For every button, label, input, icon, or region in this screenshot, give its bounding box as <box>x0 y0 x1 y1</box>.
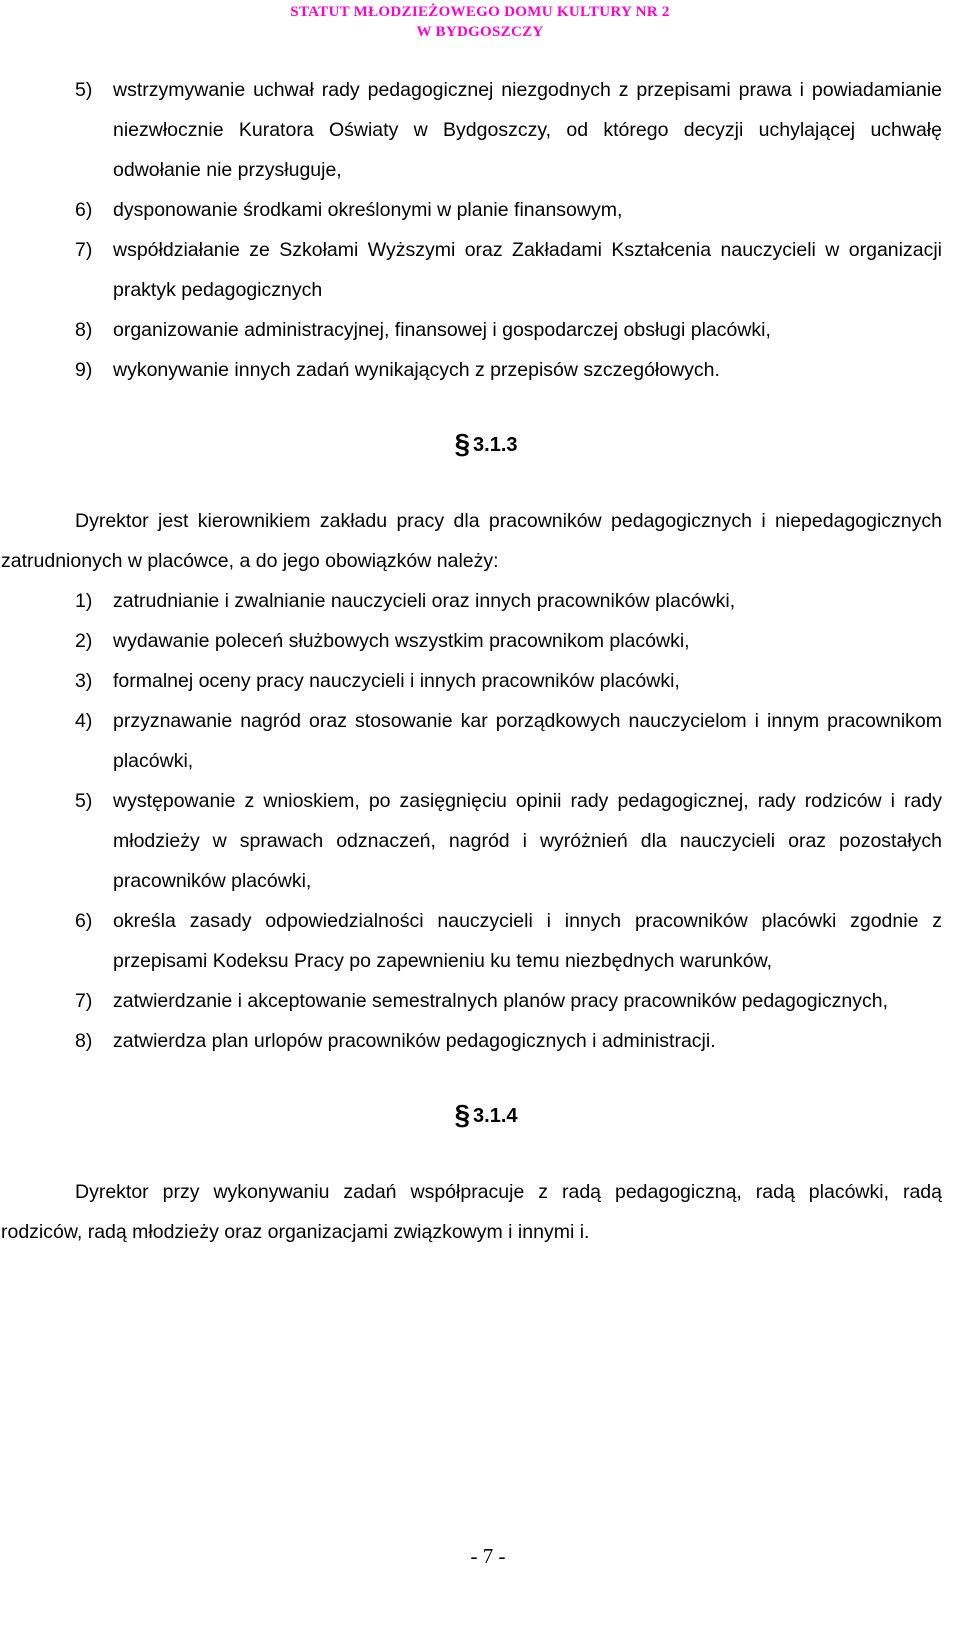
list-item-text: zatwierdza plan urlopów pracowników pedagogicznych i administracji. <box>113 1030 716 1052</box>
section-sign-icon: § <box>454 1099 471 1130</box>
list-item-text: dysponowanie środkami określonymi w planie finansowym, <box>113 199 623 221</box>
section-number: 3.1.3 <box>473 434 518 456</box>
spacer <box>0 390 952 424</box>
header-line-2: W BYDGOSZCZY <box>416 24 544 40</box>
spacer <box>0 1061 952 1095</box>
list-item-text: formalnej oceny pracy nauczycieli i innych pracowników placówki, <box>113 670 680 692</box>
list-item-number: 8) <box>75 319 93 341</box>
page-number: - 7 - <box>470 1544 506 1568</box>
list-item-text: wykonywanie innych zadań wynikających z przepisów szczegółowych. <box>113 359 720 381</box>
list-item <box>0 901 952 981</box>
list-item-text: przyznawanie nagród oraz stosowanie kar porządkowych nauczycielom i innym pracownikom placówki, <box>113 710 942 772</box>
document-body <box>0 70 952 1252</box>
section-paragraph: Dyrektor przy wykonywaniu zadań współpracuje z radą pedagogiczną, radą placówki, radą rodziców, radą młodzieży oraz organizacjami związkowym i innymi i. <box>1 1181 942 1243</box>
list-item-text: zatrudnianie i zwalnianie nauczycieli oraz innych pracowników placówki, <box>113 590 736 612</box>
list-item-text: wydawanie poleceń służbowych wszystkim pracownikom placówki, <box>113 630 690 652</box>
list-item-text: występowanie z wnioskiem, po zasięgnięciu opinii rady pedagogicznej, rady rodziców i rady młodzieży w sprawach odznaczeń, nagród i wyróżnień dla nauczycieli oraz pozostałych pracowników placówki, <box>113 790 942 892</box>
section-heading-3-1-4 <box>20 1095 952 1136</box>
list-item-number: 6) <box>75 910 93 932</box>
list-item <box>0 230 952 310</box>
section-heading-3-1-3 <box>20 424 952 465</box>
list-item-text: zatwierdzanie i akceptowanie semestralnych planów pracy pracowników pedagogicznych, <box>113 990 888 1012</box>
list-item-number: 6) <box>75 199 93 221</box>
list-item-number: 2) <box>75 630 93 652</box>
list-item-number: 7) <box>75 990 93 1012</box>
list-item-number: 7) <box>75 239 93 261</box>
spacer <box>0 1136 952 1172</box>
list-item-number: 9) <box>75 359 93 381</box>
header-line-1: STATUT MŁODZIEŻOWEGO DOMU KULTURY NR 2 <box>290 4 670 20</box>
list-item <box>0 1021 952 1061</box>
list-item <box>0 350 952 390</box>
list-item <box>0 981 952 1021</box>
list-item-text: określa zasady odpowiedzialności nauczycieli i innych pracowników placówki zgodnie z przepisami Kodeksu Pracy po zapewnieniu ku temu niezbędnych warunków, <box>113 910 942 972</box>
list-item-text: współdziałanie ze Szkołami Wyższymi oraz Zakładami Kształcenia nauczycieli w organizacji praktyk pedagogicznych <box>113 239 942 301</box>
list-item <box>0 190 952 230</box>
list-item-number: 3) <box>75 670 93 692</box>
list-item-number: 5) <box>75 79 93 101</box>
duties-list <box>0 581 952 1061</box>
list-item <box>0 701 952 781</box>
list-item-text: wstrzymywanie uchwał rady pedagogicznej niezgodnych z przepisami prawa i powiadamianie niezwłocznie Kuratora Oświaty w Bydgoszczy, od którego decyzji uchylającej uchwałę odwołanie nie przysługuje, <box>113 79 942 181</box>
document-header <box>0 2 960 42</box>
list-item <box>0 310 952 350</box>
list-item <box>0 661 952 701</box>
list-item <box>0 581 952 621</box>
list-item <box>0 621 952 661</box>
spacer <box>0 465 952 501</box>
continued-list <box>0 70 952 390</box>
list-item-number: 4) <box>75 710 93 732</box>
list-item <box>0 781 952 901</box>
section-sign-icon: § <box>454 428 471 459</box>
list-item-number: 1) <box>75 590 93 612</box>
list-item-text: organizowanie administracyjnej, finansowej i gospodarczej obsługi placówki, <box>113 319 771 341</box>
list-item-number: 5) <box>75 790 93 812</box>
list-item <box>0 70 952 190</box>
section-number: 3.1.4 <box>473 1105 518 1127</box>
list-item-number: 8) <box>75 1030 93 1052</box>
section-intro-paragraph: Dyrektor jest kierownikiem zakładu pracy dla pracowników pedagogicznych i niepedagogicznych zatrudnionych w placówce, a do jego obowiązków należy: <box>1 510 942 572</box>
